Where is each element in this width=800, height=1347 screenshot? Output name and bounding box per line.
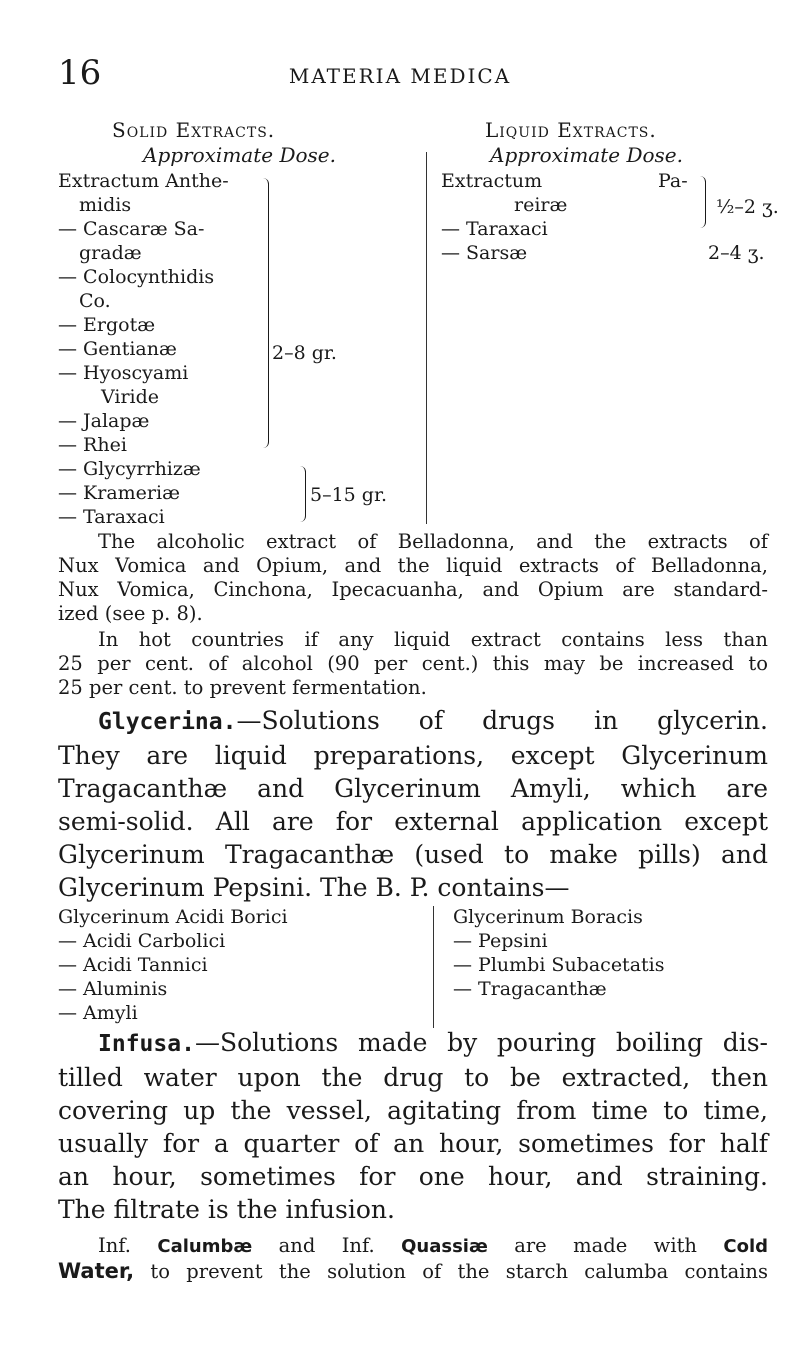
list-item: — Tragacanthæ [453, 978, 607, 1000]
list-item: — Jalapæ [58, 410, 150, 432]
text-line: Glycerinum Pepsini. The B. P. contains— [58, 873, 570, 902]
water-term: Water, [58, 1259, 135, 1283]
text-line: covering up the vessel, agitating from time to time, [58, 1096, 768, 1125]
text-segment: are made with [514, 1234, 697, 1257]
text-line: They are liquid preparations, except Glycerinum [58, 741, 768, 770]
list-item: midis [79, 194, 132, 216]
text-line: tilled water upon the drug to be extracted, then [58, 1063, 768, 1092]
liquid-extracts-heading: Liquid Extracts. [485, 118, 657, 142]
list-item: gradæ [79, 242, 142, 264]
solid-extracts-heading: Solid Extracts. [112, 118, 276, 142]
paragraph-standardization [58, 530, 768, 626]
list-divider [433, 906, 434, 1028]
column-divider [426, 152, 427, 524]
infusa-heading: Infusa. [98, 1031, 195, 1057]
solid-dose-group-1: 2–8 gr. [272, 342, 337, 364]
text-segment: —Solutions made by pouring boiling dis- [194, 1028, 768, 1057]
text-line: semi-solid. All are for external application except [58, 807, 768, 836]
list-item: reiræ [514, 194, 568, 216]
text-line: Nux Vomica, Cinchona, Ipecacuanha, and Opium are standard- [58, 578, 768, 601]
text-line: The filtrate is the infusion. [58, 1195, 395, 1224]
list-item-suffix: Pa- [658, 170, 688, 192]
list-item: — Aluminis [58, 978, 168, 1000]
list-item: — Ergotæ [58, 314, 156, 336]
list-item: Extractum [441, 170, 543, 192]
list-item: — Cascaræ Sa- [58, 218, 205, 240]
text-segment: Inf. [98, 1234, 131, 1257]
text-line: Glycerinum Tragacanthæ (used to make pills) and [58, 840, 768, 869]
solid-dose-group-2: 5–15 gr. [310, 484, 388, 506]
text-line: an hour, sometimes for one hour, and straining. [58, 1162, 768, 1191]
list-item: — Colocynthidis [58, 266, 215, 288]
text-line: usually for a quarter of an hour, sometimes for half [58, 1129, 768, 1158]
list-item: — Hyoscyami [58, 362, 189, 384]
brace-group-1 [262, 178, 269, 448]
list-item: Extractum Anthe- [58, 170, 229, 192]
list-item: Co. [79, 290, 111, 312]
list-item: — Sarsæ [441, 242, 528, 264]
liquid-dose-subheading: Approximate Dose. [490, 143, 683, 167]
quassiae-term: Quassiæ [401, 1236, 488, 1257]
liquid-dose-sarsae: 2–4 ʒ. [708, 242, 765, 264]
list-item: — Krameriæ [58, 482, 180, 504]
running-title: MATERIA MEDICA [288, 64, 512, 88]
list-item: — Amyli [58, 1002, 138, 1024]
brace-group-2 [299, 466, 306, 522]
text-line [58, 1026, 768, 1061]
text-line [58, 704, 768, 739]
glycerina-section [58, 704, 768, 904]
infusa-section [58, 1026, 768, 1226]
list-item: — Pepsini [453, 930, 548, 952]
list-item: Glycerinum Boracis [453, 906, 643, 928]
list-item: — Gentianæ [58, 338, 177, 360]
text-line [58, 1234, 768, 1259]
text-segment: —Solutions of drugs in glycerin. [236, 706, 768, 735]
glycerina-heading: Glycerina. [98, 709, 237, 735]
list-item: — Taraxaci [58, 506, 165, 528]
text-segment: to prevent the solution of the starch calumba contains [150, 1260, 768, 1283]
cold-term: Cold [723, 1236, 769, 1257]
list-item: — Acidi Tannici [58, 954, 208, 976]
text-segment: and Inf. [278, 1234, 375, 1257]
list-item: Glycerinum Acidi Borici [58, 906, 288, 928]
text-line: 25 per cent. to prevent fermentation. [58, 676, 427, 699]
text-line: Tragacanthæ and Glycerinum Amyli, which are [58, 774, 768, 803]
liquid-dose-group-1: ½–2 ʒ. [716, 196, 779, 218]
list-item: — Glycyrrhizæ [58, 458, 201, 480]
paragraph-hot-countries [58, 628, 768, 700]
text-line: The alcoholic extract of Belladonna, and the extracts of [98, 530, 768, 553]
calumba-note [58, 1234, 768, 1284]
page-number: 16 [58, 53, 102, 93]
list-item: — Rhei [58, 434, 127, 456]
calumbae-term: Calumbæ [157, 1236, 253, 1257]
list-item: — Acidi Carbolici [58, 930, 226, 952]
text-line: Nux Vomica and Opium, and the liquid extracts of Belladonna, [58, 554, 768, 577]
text-line: ized (see p. 8). [58, 602, 203, 625]
text-line: 25 per cent. of alcohol (90 per cent.) this may be increased to [58, 652, 768, 675]
list-item: Viride [101, 386, 160, 408]
brace-liquid [700, 176, 706, 228]
text-line: In hot countries if any liquid extract contains less than [98, 628, 768, 651]
list-item: — Plumbi Subacetatis [453, 954, 665, 976]
list-item: — Taraxaci [441, 218, 548, 240]
text-line [58, 1259, 768, 1284]
solid-dose-subheading: Approximate Dose. [143, 143, 336, 167]
